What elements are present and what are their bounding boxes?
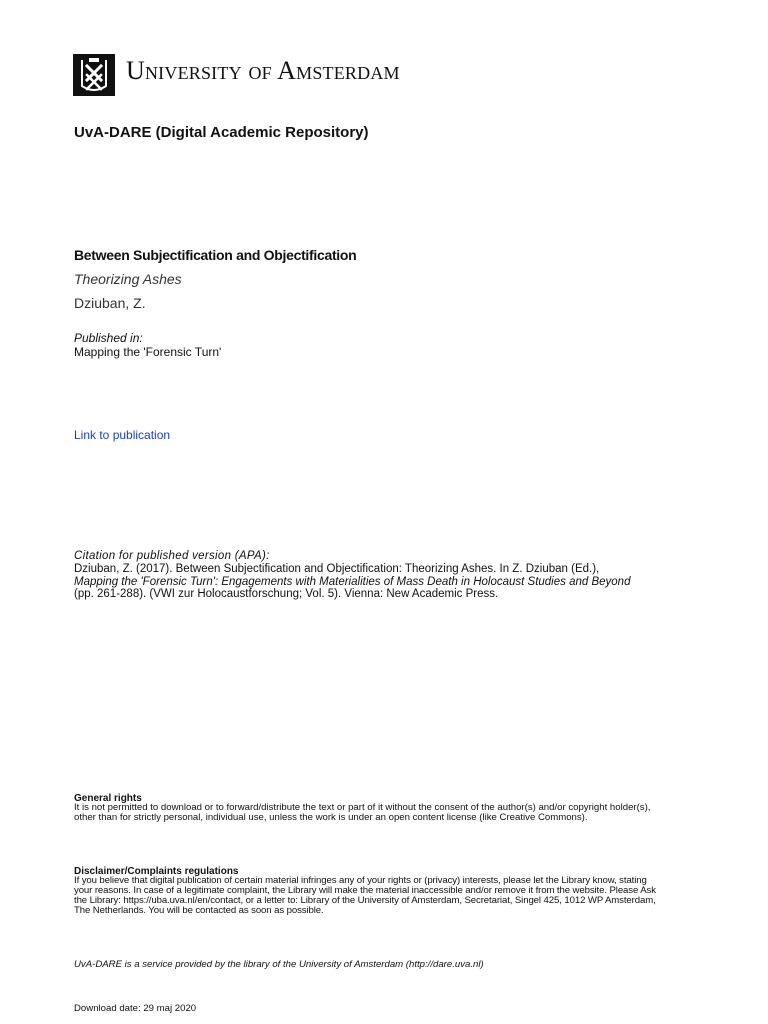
uva-crest-icon [73,54,115,96]
citation-text [74,563,724,601]
university-name: University of Amsterdam [126,56,400,85]
published-in-value: Mapping the 'Forensic Turn' [74,345,222,359]
general-rights-line-2: other than for strictly personal, individual use, unless the work is under an open content license (like Creative Commons). [74,812,588,823]
disclaimer-line-2: your reasons. In case of a legitimate complaint, the Library will make the material inaccessible and/or remove it from the website. Please Ask [74,885,656,896]
published-in-label: Published in: [74,331,143,345]
citation-line-2: Mapping the 'Forensic Turn': Engagements with Materialities of Mass Death in Holocaust Studies and Beyond [74,575,631,588]
disclaimer-line-1: If you believe that digital publication of certain material infringes any of your rights or (privacy) interests, please let the Library know, stating [74,875,647,886]
disclaimer-line-3: the Library: https://uba.uva.nl/en/contact, or a letter to: Library of the University of Amsterdam, Secretariat, Singel 425, 1012 WP Amsterdam, [74,895,656,906]
disclaimer-line-4: The Netherlands. You will be contacted as soon as possible. [74,905,324,916]
download-date: Download date: 29 maj 2020 [74,1003,197,1014]
citation-label: Citation for published version (APA): [74,550,270,562]
general-rights-text [74,803,724,823]
service-statement: UvA-DARE is a service provided by the library of the University of Amsterdam (http://dare.uva.nl) [74,959,484,970]
publication-title: Between Subjectification and Objectification [74,247,357,263]
publication-author: Dziuban, Z. [74,295,146,311]
general-rights-line-1: It is not permitted to download or to forward/distribute the text or part of it without the consent of the author(s) and/or copyright holder(s), [74,802,651,813]
disclaimer-heading: Disclaimer/Complaints regulations [74,866,239,877]
citation-line-3: (pp. 261-288). (VWI zur Holocaustforschung; Vol. 5). Vienna: New Academic Press. [74,588,499,600]
publication-subtitle: Theorizing Ashes [74,271,182,287]
general-rights-heading: General rights [74,793,142,804]
repository-name: UvA-DARE (Digital Academic Repository) [74,124,369,141]
citation-line-1: Dziuban, Z. (2017). Between Subjectification and Objectification: Theorizing Ashes. In Z. Dziuban (Ed.), [74,563,600,575]
disclaimer-text [74,876,734,916]
link-to-publication[interactable]: Link to publication [74,428,171,442]
